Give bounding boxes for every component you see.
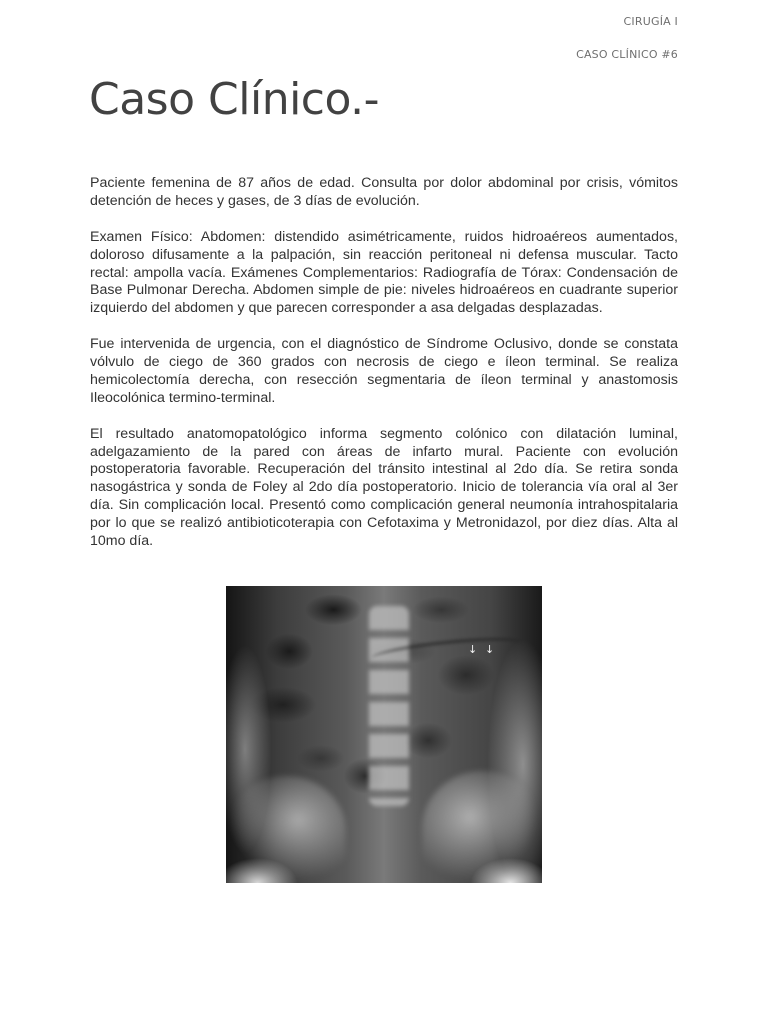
paragraph-presentation: Paciente femenina de 87 años de edad. Consulta por dolor abdominal por crisis, vómitos detención de heces y gases, de 3 días de evolución. xyxy=(90,175,678,209)
abdominal-xray-image xyxy=(226,586,542,883)
xray-pelvis-left xyxy=(226,776,346,883)
arrow-down-icon: ↓ xyxy=(485,643,495,656)
paragraph-physical-exam: Examen Físico: Abdomen: distendido asimétricamente, ruidos hidroaéreos aumentados, doloroso difusamente a la palpación, sin reacción peritoneal ni defensa muscular. Tacto rectal: ampolla vacía. Exámenes Complementarios: Radiografía de Tórax: Condensación de Base Pulmonar Derecha. Abdomen simple de pie: niveles hidroaéreos en cuadrante superior izquierdo del abdomen y que parecen corresponder a asa delgadas desplazadas. xyxy=(90,228,678,317)
paragraph-surgery: Fue intervenida de urgencia, con el diagnóstico de Síndrome Oclusivo, donde se constata vólvulo de ciego de 360 grados con necrosis de ciego e íleon terminal. Se realiza hemicolectomía derecha, con resección segmentaria de íleon terminal y anastomosis Ileocolónica termino-terminal. xyxy=(90,336,678,406)
xray-spine xyxy=(369,606,409,806)
page-title: Caso Clínico.- xyxy=(89,74,379,125)
xray-pelvis-right xyxy=(422,771,542,883)
header-course: CIRUGÍA I xyxy=(623,15,678,28)
arrow-down-icon: ↓ xyxy=(468,643,478,656)
case-body xyxy=(90,175,678,569)
paragraph-outcome: El resultado anatomopatológico informa segmento colónico con dilatación luminal, adelgazamiento de la pared con áreas de infarto mural. Paciente con evolución postoperatoria favorable. Recuperación del tránsito intestinal al 2do día. Se retira sonda nasogástrica y sonda de Foley al 2do día postoperatorio. Inicio de tolerancia vía oral al 3er día. Sin complicación local. Presentó como complicación general neumonía intrahospitalaria por lo que se realizó antibioticoterapia con Cefotaxima y Metronidazol, por diez días. Alta al 10mo día. xyxy=(90,425,678,550)
header-case-label: CASO CLÍNICO #6 xyxy=(576,48,678,61)
